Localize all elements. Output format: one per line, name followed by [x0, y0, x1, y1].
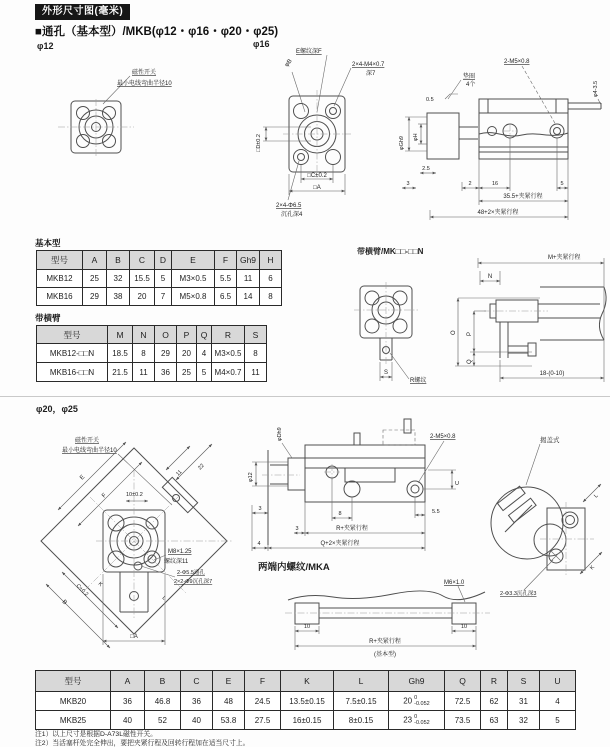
dimension-cell: 15.5: [130, 270, 155, 288]
dim-k-label: K: [96, 581, 104, 589]
dimension-cell: 48: [213, 692, 245, 711]
dimension-cell: 72.5: [445, 692, 481, 711]
dimension-cell: 20: [130, 288, 155, 306]
column-header: Q: [197, 326, 212, 344]
column-header: 型号: [37, 251, 83, 270]
counterbore-depth-label: 沉孔深4: [281, 212, 303, 218]
table-header-row: [37, 251, 282, 270]
dimension-cell: 36: [181, 692, 213, 711]
dim-d-label: □D±0.2: [256, 134, 262, 152]
dimension-cell: 24.5: [245, 692, 281, 711]
min-wire-radius-label-2: 最小电线弯曲半径10: [62, 448, 117, 454]
column-header: M: [108, 326, 133, 344]
dim-l-label: L: [160, 595, 167, 602]
dimension-cell: 36: [155, 363, 177, 382]
arm-dimensions-table: [36, 325, 267, 382]
column-header: B: [107, 251, 130, 270]
dim-10-label: 10±0.2: [126, 492, 143, 498]
column-header: R: [481, 671, 508, 692]
dimension-cell: 6: [260, 270, 282, 288]
stroke-q-label: Q+2×夹紧行程: [320, 541, 360, 547]
dim-e-label: E: [79, 474, 87, 482]
column-header: A: [83, 251, 107, 270]
phi-b-label: φB: [283, 58, 294, 69]
table-row: [36, 692, 576, 711]
column-header: C: [181, 671, 213, 692]
dim-05-label: 0.5: [426, 97, 434, 103]
dim-s-label: S: [383, 370, 389, 376]
dim-2-label: 2: [468, 181, 472, 187]
table-row: [37, 270, 282, 288]
column-header: 型号: [36, 671, 111, 692]
phi-d-label: φDh9: [277, 427, 283, 441]
bolt-depth-label: 深7: [366, 71, 376, 77]
dimension-cell: 16±0.15: [281, 711, 334, 730]
dimension-cell: 52: [145, 711, 181, 730]
dimension-cell: 8: [260, 288, 282, 306]
dimension-cell: 46.8: [145, 692, 181, 711]
mka-basic-note: (基本型): [374, 652, 396, 658]
stroke-355-label: 35.5+夹紧行程: [503, 194, 543, 200]
table-row: [37, 344, 267, 363]
washer-label: 垫圈: [463, 74, 476, 80]
dim-4-label: 4: [257, 541, 261, 547]
through-holes-label: 2-Φ5.5通孔: [177, 570, 205, 576]
column-header: L: [334, 671, 389, 692]
dimension-cell: 25: [83, 270, 107, 288]
arm-version-drawing: [354, 246, 606, 384]
footnote-2: 注2）当活塞杆处完全伸出，要把夹紧行程及回转行程加在适当尺寸上。: [35, 740, 250, 747]
r-thread-label: R螺纹: [410, 378, 427, 384]
cover-type-view: [491, 435, 602, 597]
dim-a-label: □A: [313, 185, 321, 191]
dim-3-label: 3: [406, 181, 410, 187]
model-name-cell: MKB16: [37, 288, 83, 306]
phi2025-front-view: [36, 404, 232, 648]
phi-g-label: φGh9: [399, 136, 405, 150]
dimension-cell: 38: [107, 288, 130, 306]
dim-c2-label: C±0.2: [74, 583, 90, 598]
column-header: S: [508, 671, 540, 692]
column-header: F: [245, 671, 281, 692]
table-row: [37, 288, 282, 306]
phi16-size-label: φ16: [253, 39, 270, 49]
dimension-cell: 14: [237, 288, 260, 306]
dim-25-label: 2.5: [422, 166, 430, 172]
dimension-cell: 5: [197, 363, 212, 382]
dim-n-label: N: [487, 274, 493, 280]
dimension-cell: 36: [111, 692, 145, 711]
table-row: [37, 363, 267, 382]
table-header-row: [36, 671, 576, 692]
dimension-cell: 40: [111, 711, 145, 730]
model-name-cell: MKB25: [36, 711, 111, 730]
dimension-cell: 8: [245, 344, 267, 363]
dimension-cell: 63: [481, 711, 508, 730]
cover-dim-l-label: L: [593, 493, 600, 500]
stroke-m-label: M+夹紧行程: [548, 255, 581, 261]
column-header: Q: [445, 671, 481, 692]
dimension-cell: 5: [155, 270, 172, 288]
model-name-cell: MKB12-□□N: [37, 344, 108, 363]
dim-a2-label: □A: [130, 634, 138, 640]
dimension-cell: 32: [107, 270, 130, 288]
dimension-cell: 20 0 -0.052: [389, 692, 445, 711]
dim-18-label: 18-(0-10): [539, 371, 565, 377]
counterbore-label: 2×4-Φ6.5: [276, 203, 302, 209]
dimension-cell: 8: [133, 344, 155, 363]
dim-5-label: 5: [560, 181, 564, 187]
bolt-spec-label: 2×4-M4×0.7: [352, 62, 385, 68]
column-header: K: [281, 671, 334, 692]
dimension-cell: 4: [197, 344, 212, 363]
table-row: [36, 711, 576, 730]
dimension-cell: 11: [237, 270, 260, 288]
dimension-cell: 5: [540, 711, 576, 730]
phi2025-size-label: φ20，φ25: [36, 404, 78, 414]
dim-b-label: B: [60, 599, 68, 607]
column-header: H: [260, 251, 282, 270]
dim-22-label: 22: [197, 462, 206, 472]
dimension-cell: 7: [155, 288, 172, 306]
phi2025-dimensions-table: [35, 670, 576, 730]
dim-o-label: O: [451, 330, 457, 335]
dimension-cell: 62: [481, 692, 508, 711]
table-arm-title: 带横臂: [35, 313, 61, 323]
phi-h-label: φH: [413, 133, 419, 141]
mka-dim-10b: 10: [460, 624, 468, 630]
model-name-cell: MKB12: [37, 270, 83, 288]
dim-16-label: 16: [491, 181, 499, 187]
column-header: Gh9: [389, 671, 445, 692]
phi16-front-view: [253, 39, 385, 218]
column-header: R: [212, 326, 245, 344]
column-header: 型号: [37, 326, 108, 344]
stroke-r-label: R+夹紧行程: [336, 526, 368, 532]
phi2025-side-view: [248, 419, 459, 551]
dimension-cell: 13.5±0.15: [281, 692, 334, 711]
dimension-cell: M3×0.5: [212, 344, 245, 363]
rod-dim-label: φ4-3.5: [593, 80, 599, 97]
column-header: F: [215, 251, 237, 270]
column-header: S: [245, 326, 267, 344]
dimension-cell: 8±0.15: [334, 711, 389, 730]
model-name-cell: MKB16-□□N: [37, 363, 108, 382]
clamp-thread-label: 2-M5×0.8: [504, 59, 530, 65]
column-header: E: [172, 251, 215, 270]
dimension-cell: 53.8: [213, 711, 245, 730]
dimension-cell: M3×0.5: [172, 270, 215, 288]
dimension-cell: 7.5±0.15: [334, 692, 389, 711]
dimension-cell: 73.5: [445, 711, 481, 730]
dim-55-label: 5.5: [432, 509, 440, 515]
dimension-cell: 20: [177, 344, 197, 363]
magnetic-switch-label-2: 磁性开关: [75, 438, 100, 444]
dimension-cell: 25: [177, 363, 197, 382]
e-thread-label: E螺纹深F: [296, 49, 322, 55]
counterbore-label-2: 2×2-Φ9沉孔深7: [174, 579, 213, 585]
dim-3a-label: 3: [258, 506, 262, 512]
stroke-48-label: 48+2×夹紧行程: [477, 210, 519, 216]
dim-11-label: 11: [175, 469, 184, 478]
dim-f-label: F: [101, 492, 109, 500]
column-header: P: [177, 326, 197, 344]
thread-m8-label: M8×1.25: [168, 549, 192, 555]
dim-c-label: □C±0.2: [307, 173, 327, 179]
column-header: C: [130, 251, 155, 270]
phi12-size-label: φ12: [37, 41, 54, 51]
phi12-front-view: [37, 41, 172, 156]
mka-drawing: [258, 561, 490, 658]
dimension-cell: 18.5: [108, 344, 133, 363]
page-header-title: 外形尺寸图(毫米): [42, 6, 124, 17]
phi16-clamp-body: [430, 59, 601, 220]
dimension-cell: 29: [155, 344, 177, 363]
dimension-cell: M5×0.8: [172, 288, 215, 306]
dimension-cell: 31: [508, 692, 540, 711]
dim-u-label: U: [455, 481, 459, 487]
magnetic-switch-label: 磁性开关: [132, 70, 157, 76]
min-wire-radius-label: 最小电线弯曲半径10: [117, 81, 172, 87]
mka-thread-label: M6×1.0: [444, 580, 465, 586]
phi12-rod-label: φ12: [248, 472, 254, 482]
table-basic-title: 基本型: [35, 238, 61, 248]
column-header: Gh9: [237, 251, 260, 270]
column-header: E: [213, 671, 245, 692]
dimension-cell: 21.5: [108, 363, 133, 382]
footnote-1: 注1）以上尺寸是根据D-A73L磁性开关。: [35, 731, 157, 738]
dimension-cell: 27.5: [245, 711, 281, 730]
arm-drawing-title: 带横臂/MK□□-□□N: [357, 247, 424, 256]
phi16-side-view: [399, 72, 478, 188]
section-divider: [0, 396, 610, 397]
dimension-cell: 23 0 -0.052: [389, 711, 445, 730]
column-header: N: [133, 326, 155, 344]
column-header: U: [540, 671, 576, 692]
column-header: A: [111, 671, 145, 692]
dim-p-label: P: [467, 331, 473, 336]
dim-8-label: 8: [338, 511, 342, 517]
dimension-cell: M4×0.7: [212, 363, 245, 382]
washer-qty-label: 4个: [466, 82, 476, 88]
mka-stroke-label: R+夹紧行程: [369, 639, 401, 645]
column-header: O: [155, 326, 177, 344]
thread-depth-label: 螺纹深11: [164, 559, 189, 565]
mka-title: 两端内螺纹/MKA: [258, 562, 330, 573]
column-header: B: [145, 671, 181, 692]
dimension-cell: 29: [83, 288, 107, 306]
cover-holes-label: 2-Φ3.3沉孔深3: [500, 591, 537, 597]
dimension-cell: 11: [245, 363, 267, 382]
cover-dim-k-label: K: [589, 564, 597, 572]
model-name-cell: MKB20: [36, 692, 111, 711]
dimension-cell: 40: [181, 711, 213, 730]
dimension-cell: 32: [508, 711, 540, 730]
mka-dim-10a: 10: [303, 624, 311, 630]
dimension-cell: 6.5: [215, 288, 237, 306]
clamp-thread-label-2: 2-M5×0.8: [430, 434, 456, 440]
dimension-cell: 5.5: [215, 270, 237, 288]
basic-dimensions-table: [36, 250, 282, 306]
dimension-cell: 4: [540, 692, 576, 711]
cover-title-label: 揭盖式: [540, 437, 560, 444]
dimension-cell: 11: [133, 363, 155, 382]
table-header-row: [37, 326, 267, 344]
dim-q-label: Q: [467, 359, 473, 364]
section-title: ■通孔（基本型）/MKB(φ12・φ16・φ20・φ25): [35, 26, 279, 38]
column-header: D: [155, 251, 172, 270]
dim-3b-label: 3: [295, 526, 299, 532]
